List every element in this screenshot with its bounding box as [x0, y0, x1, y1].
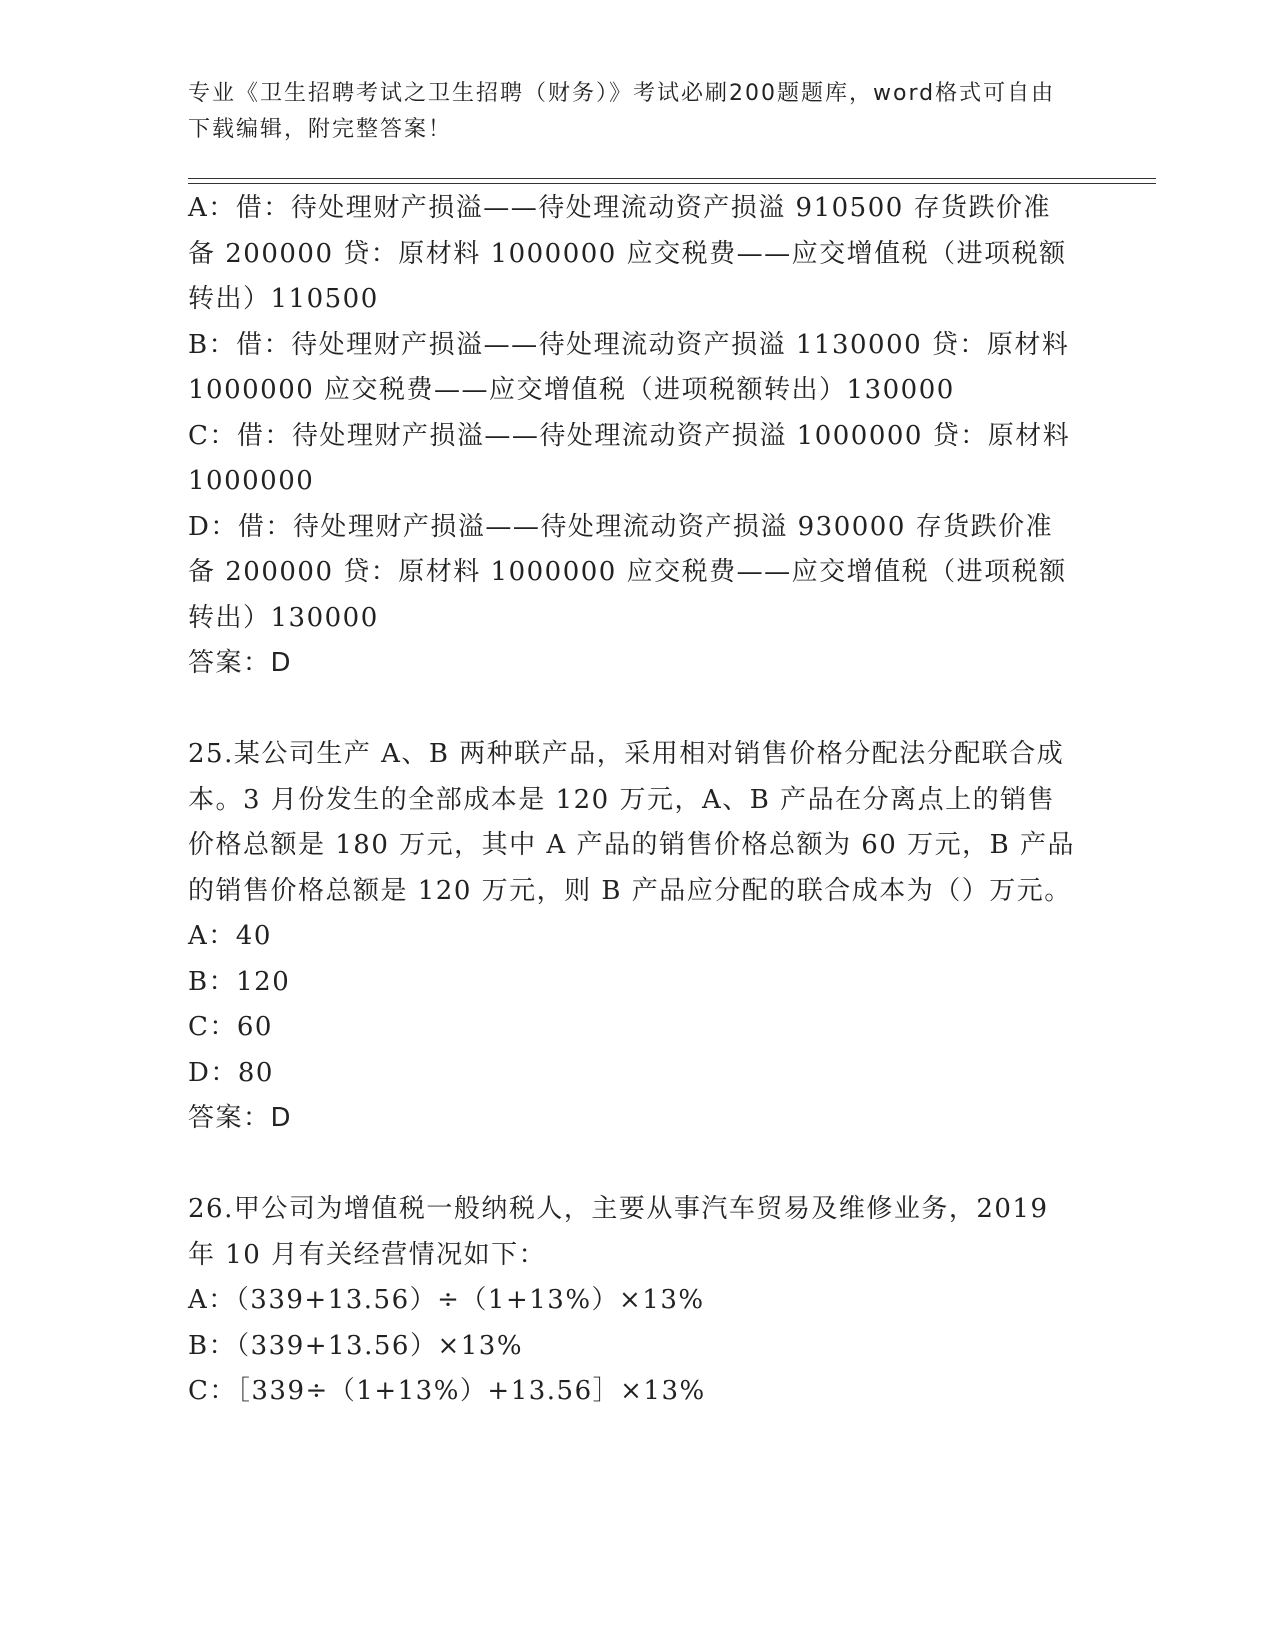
question-26-stem: 26.甲公司为增值税一般纳税人，主要从事汽车贸易及维修业务，2019 年 10 月有关经营情况如下：: [188, 1194, 1049, 1270]
question-25-answer: 答案：D: [188, 1103, 293, 1133]
question-25-option-b: B：120: [188, 966, 291, 997]
prev-question-option-c: C：借：待处理财产损溢——待处理流动资产损溢 1000000 贷：原材料 1000000: [188, 420, 1071, 496]
question-25-option-c: C：60: [188, 1012, 273, 1042]
prev-question-answer: 答案：D: [188, 648, 293, 678]
question-26-option-c: C：［339÷（1+13%）+13.56］×13%: [188, 1376, 706, 1406]
prev-question-option-d: D：借：待处理财产损溢——待处理流动资产损溢 930000 存货跌价准备 200000 贷：原材料 1000000 应交税费——应交增值税（进项税额转出）130000: [188, 511, 1067, 633]
prev-question-option-a: A：借：待处理财产损溢——待处理流动资产损溢 910500 存货跌价准备 200000 贷：原材料 1000000 应交税费——应交增值税（进项税额转出）110500: [188, 193, 1067, 314]
question-26-option-b: B：（339+13.56）×13%: [188, 1330, 524, 1361]
question-25-option-d: D：80: [188, 1057, 274, 1088]
spacer: [188, 1142, 1078, 1188]
question-26-option-a: A：（339+13.56）÷（1+13%）×13%: [188, 1285, 705, 1315]
document-body: [188, 186, 1078, 1415]
question-25-option-a: A：40: [188, 921, 272, 951]
prev-question-option-b: B：借：待处理财产损溢——待处理流动资产损溢 1130000 贷：原材料 1000000 应交税费——应交增值税（进项税额转出）130000: [188, 329, 1070, 405]
document-header: 专业《卫生招聘考试之卫生招聘（财务）》考试必刷200题题库，word格式可自由下载编辑，附完整答案！: [188, 81, 1056, 142]
header-divider-top: [188, 178, 1156, 179]
question-25-stem: 25.某公司生产 A、B 两种联产品，采用相对销售价格分配法分配联合成本。3 月份发生的全部成本是 120 万元，A、B 产品在分离点上的销售价格总额是 180 万元，其中 A 产品的销售价格总额为 60 万元，B 产品的销售价格总额是 120 万元，则 B 产品应分配的联合成本为（）万元。: [188, 739, 1075, 906]
spacer: [188, 687, 1078, 733]
header-divider-bottom: [188, 183, 1156, 184]
